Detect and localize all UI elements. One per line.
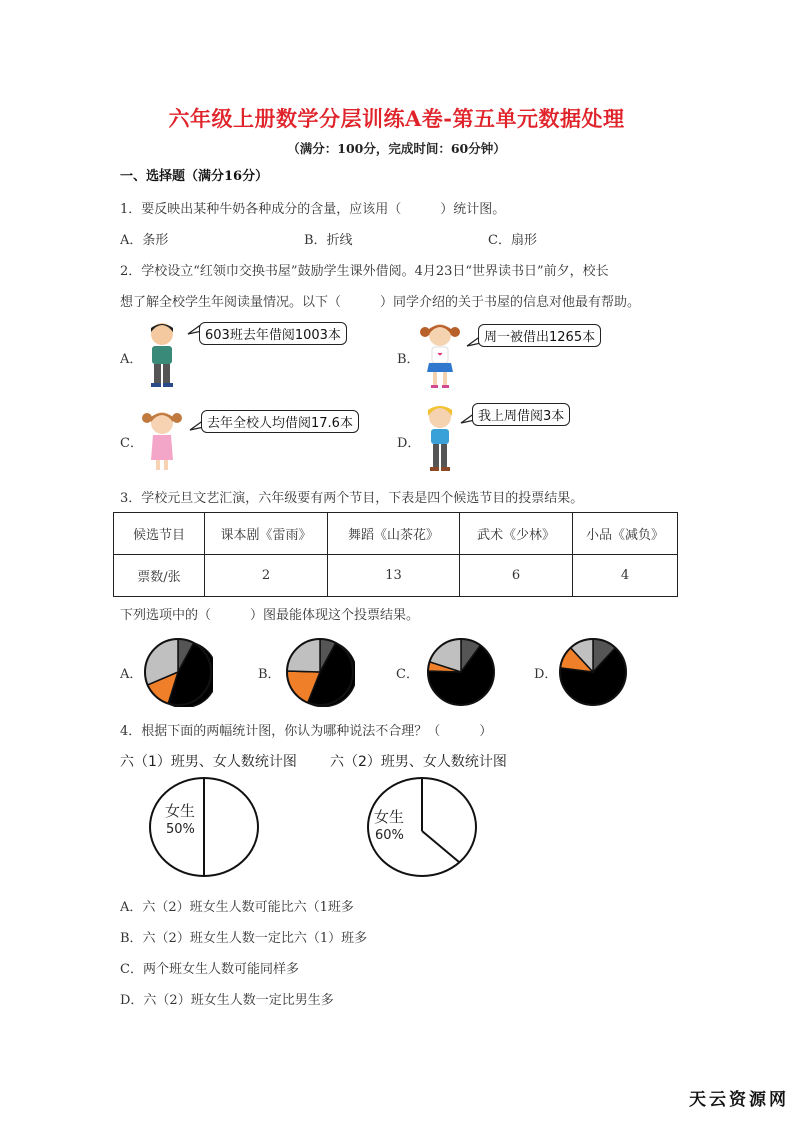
table-cell: 舞蹈《山茶花》 [328,513,460,555]
q4-option-d: D．六（2）班女生人数一定比男生多 [120,993,334,1008]
q2-option-d-letter: D． [397,436,421,451]
q4-chart2-pct: 60% [375,828,404,843]
table-cell: 13 [328,555,460,597]
q2-option-a-letter: A． [120,352,143,367]
pie-chart-option-b [285,637,355,707]
page-title: 六年级上册数学分层训练A卷-第五单元数据处理 [168,106,625,131]
q1-stem: 1．要反映出某种牛奶各种成分的含量，应该用（ ）统计图。 [120,202,506,217]
q3-stem: 3．学校元旦文艺汇演，六年级要有两个节目，下表是四个候选节目的投票结果。 [120,491,584,506]
q2-option-d-speech: 我上周借阅3本 [472,403,570,426]
q4-option-c: C．两个班女生人数可能同样多 [120,962,299,977]
pie-chart-option-d [558,637,628,707]
table-cell: 课本剧《雷雨》 [205,513,328,555]
section-heading: 一、选择题（满分16分） [120,169,269,184]
table-cell: 票数/张 [114,555,205,597]
page-subtitle: （满分：100分，完成时间：60分钟） [287,141,506,156]
q2-option-c-letter: C． [120,436,143,451]
table-cell: 4 [573,555,678,597]
q4-option-a: A．六（2）班女生人数可能比六（1班多 [120,900,354,915]
q4-chart2-label: 女生 [374,808,405,826]
girl-character-icon [140,408,184,474]
girl-character-icon [418,320,462,392]
q4-chart1-label: 女生 [165,802,196,820]
q1-option-c: C．扇形 [488,233,537,248]
pie-chart-option-a [143,637,213,707]
q2-stem-line1: 2．学校设立“红领巾交换书屋”鼓励学生课外借阅。4月23日“世界读书日”前夕，校长 [120,264,609,279]
q4-chart1-title: 六（1）班男、女人数统计图 [120,754,297,770]
q4-option-b: B．六（2）班女生人数一定比六（1）班多 [120,931,368,946]
table-row [114,555,678,597]
q2-option-a-speech: 603班去年借阅1003本 [199,322,347,345]
vote-table [113,512,678,597]
q3-option-b-letter: B． [258,667,281,682]
pie-chart-class2 [366,776,478,878]
q2-option-c-speech: 去年全校人均借阅17.6本 [201,410,359,433]
boy-character-icon [418,402,462,476]
watermark: 天云资源网 [689,1090,789,1110]
boy-character-icon [142,320,182,392]
table-cell: 候选节目 [114,513,205,555]
q3-option-c-letter: C． [396,667,419,682]
q4-chart2-title: 六（2）班男、女人数统计图 [330,754,507,770]
table-header-row [114,513,678,555]
q3-option-a-letter: A． [120,667,143,682]
q2-option-b-letter: B． [397,352,420,367]
pie-chart-option-c [426,637,496,707]
q3-prompt: 下列选项中的（ ）图最能体现这个投票结果。 [120,608,420,623]
q2-option-b-speech: 周一被借出1265本 [478,324,601,347]
pie-chart-class1 [148,776,260,878]
q4-stem: 4．根据下面的两幅统计图，你认为哪种说法不合理？（ ） [120,724,493,739]
table-cell: 6 [460,555,573,597]
q1-option-a: A．条形 [120,233,169,248]
q3-option-d-letter: D． [534,667,558,682]
table-cell: 2 [205,555,328,597]
table-cell: 武术《少林》 [460,513,573,555]
q2-stem-line2: 想了解全校学生年阅读量情况。以下（ ）同学介绍的关于书屋的信息对他最有帮助。 [120,295,641,310]
q1-option-b: B．折线 [304,233,353,248]
q4-chart1-pct: 50% [166,822,195,837]
table-cell: 小品《减负》 [573,513,678,555]
